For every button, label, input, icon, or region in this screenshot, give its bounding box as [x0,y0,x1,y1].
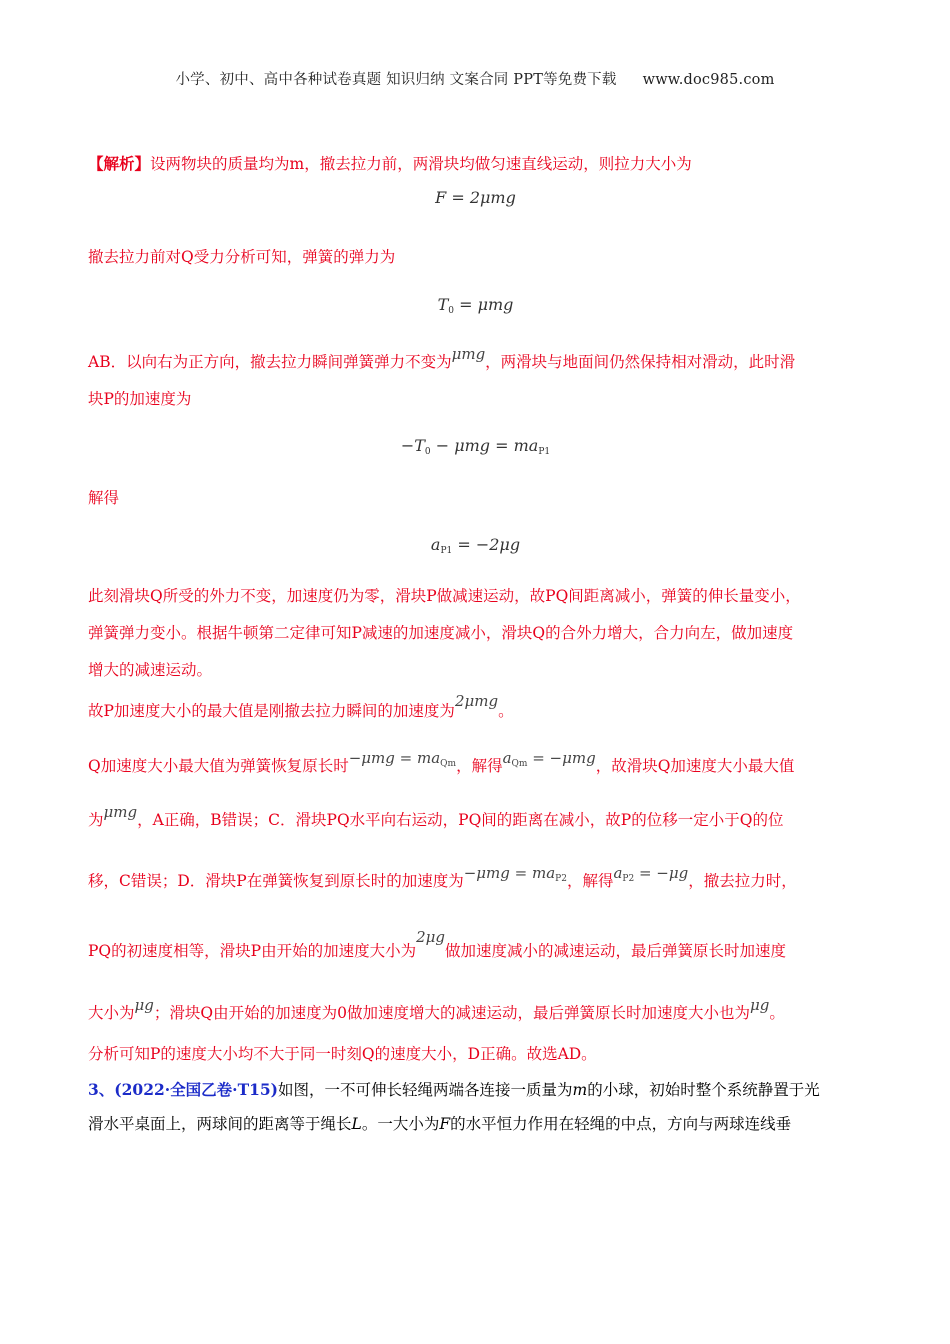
q3-line2-a: 滑水平桌面上，两球间的距离等于绳长 [88,1115,352,1133]
q3-a: 移，C错误；D．滑块P在弹簧恢复到原长时的加速度为 [88,872,464,890]
eq3-sub: P1 [538,447,551,457]
q3-eq2: $a_{P2} = -\mu g$ [613,864,689,884]
spring-force-text: 撤去拉力前对Q受力分析可知，弹簧的弹力为 [88,248,396,266]
analysis-paragraph-1 [88,578,863,733]
analysis-intro [88,150,863,180]
question-source: (2022·全国乙卷·T15) [114,1080,279,1099]
q5-e1: μg [134,996,154,1014]
q6: 分析可知P的速度大小均不大于同一时刻Q的速度大小，D正确。故选AD。 [88,1045,597,1063]
analysis-paragraph-2 [88,741,863,1071]
p4-a: 故P加速度大小的最大值是刚撤去拉力瞬间的加速度为 [88,702,455,720]
q2-a: 为 [88,811,104,829]
question-3 [88,1073,863,1141]
q1-eq2: $a_{Qm} = -\mu mg$ [502,749,596,769]
q3-mass: m [572,1081,588,1099]
q3-c: ，撤去拉力时， [688,872,797,890]
analysis-tag: 【解析】 [88,154,151,173]
q4-a: PQ的初速度相等，滑块P由开始的加速度大小为 [88,942,417,960]
ab-text-a: AB．以向右为正方向，撤去拉力瞬间弹簧弹力不变为 [88,353,452,371]
q4-b: 做加速度减小的减速运动，最后弹簧原长时加速度 [444,942,786,960]
solve-text: 解得 [88,489,120,507]
eq2-sub: 0 [448,306,454,316]
question-number: 3、 [88,1080,115,1099]
ab-text-b: ，两滑块与地面间仍然保持相对滑动，此时滑 [485,353,796,371]
eq2-main: T [437,295,449,314]
q3-b: ，解得 [566,872,614,890]
eq3-a: −T [400,436,425,455]
q1-b: ，解得 [456,757,503,775]
p4-expr: 2μmg [454,692,499,710]
q1-c: ，故滑块Q加速度大小最大值 [595,757,795,775]
q1-eq1: $-\mu mg = ma_{Qm}$ [348,749,457,769]
q2-b: ，A正确，B错误；C．滑块PQ水平向右运动，PQ间的距离在减小，故P的位移一定小于Q的位 [137,811,784,829]
q3-length: L [351,1115,362,1133]
eq3-sub0: 0 [424,447,431,457]
q3-line2-b: 。一大小为 [361,1115,440,1133]
intro-text: 设两物块的质量均为m，撤去拉力前，两滑块均做匀速直线运动，则拉力大小为 [150,155,692,173]
q5-b: ；滑块Q由开始的加速度为0做加速度增大的减速运动，最后弹簧原长时加速度大小也为 [153,1004,750,1022]
q3-text-a: 如图，一不可伸长轻绳两端各连接一质量为 [278,1081,573,1099]
q5-c: 。 [769,1004,785,1022]
ab-expr: μmg [451,345,486,363]
q3-line2-c: 的水平恒力作用在轻绳的中点，方向与两球连线垂 [450,1115,792,1133]
header-text: 小学、初中、高中各种试卷真题 知识归纳 文案合同 PPT等免费下载 [175,72,617,88]
eq4-a: a [430,535,441,554]
eq4-sub: P1 [440,546,453,556]
p3: 增大的减速运动。 [88,661,213,679]
q3-text-b: 的小球，初始时整个系统静置于光 [587,1081,820,1099]
q5-a: 大小为 [88,1004,135,1022]
equation-3 [88,418,863,474]
q2-expr: μmg [103,803,138,821]
q4-expr: 2μg [416,928,445,946]
p4-b: 。 [498,702,514,720]
header-site: www.doc985.com [642,72,775,88]
eq2-rest: = μmg [454,295,514,314]
analysis-content [88,150,863,1141]
page-header [0,68,950,89]
equation-2 [88,286,863,344]
q3-eq1: $-\mu mg = ma_{P2}$ [463,864,567,884]
q3-force: F [439,1115,451,1133]
ab-paragraph [88,344,863,418]
equation-4 [88,522,863,578]
q1-a: Q加速度大小最大值为弹簧恢复原长时 [88,757,349,775]
ab-text-c: 块P的加速度为 [88,390,192,408]
p2: 弹簧弹力变小。根据牛顿第二定律可知P减速的加速度减小，滑块Q的合外力增大，合力向左，做加速度 [88,624,794,642]
q5-e2: μg [749,996,770,1014]
p1: 此刻滑块Q所受的外力不变，加速度仍为零，滑块P做减速运动，故PQ间距离减小，弹簧的伸长量变小， [88,587,801,605]
eq3-b: − μmg = ma [430,436,539,455]
eq4-b: = −2μg [452,535,521,554]
equation-1: F = 2μmg [435,188,516,207]
